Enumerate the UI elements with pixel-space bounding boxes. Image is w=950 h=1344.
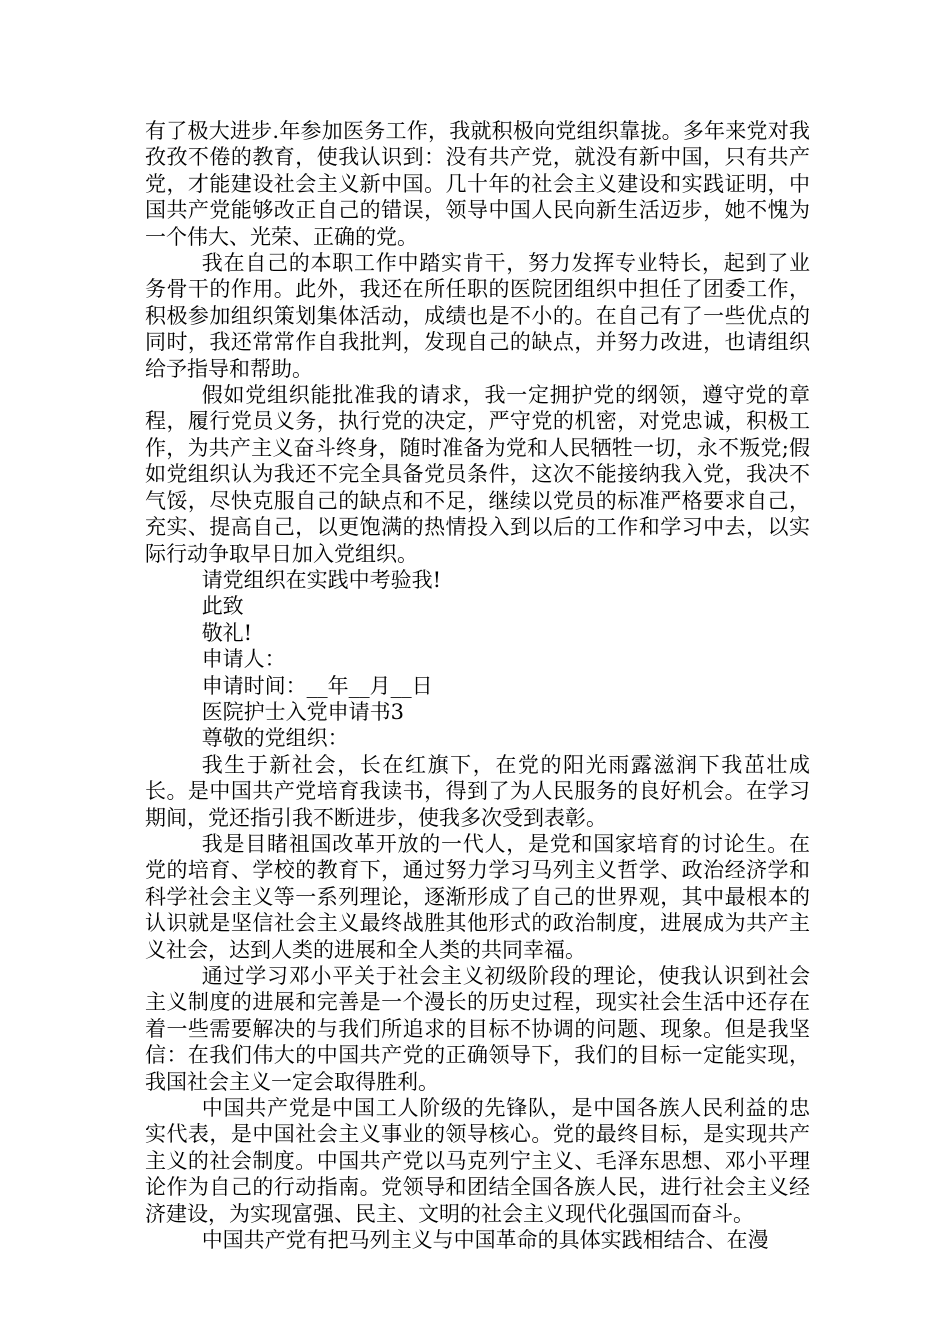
greeting-line: 尊敬的党组织：: [201, 726, 349, 751]
salutation-jingli: 敬礼!: [201, 620, 253, 645]
paragraph-6: 通过学习邓小平关于社会主义初级阶段的理论，使我认识到社会主义制度的进展和完善是一个漫长的历史过程，现实社会生活中还存在着一些需要解决的与我们所追求的目标不协调的问题、现象。但是我坚信：在我们伟大的中国共产党的正确领导下，我们的目标一定能实现，我国社会主义一定会取得胜利。: [145, 964, 810, 1094]
paragraph-5: 我是目睹祖国改革开放的一代人，是党和国家培育的讨论生。在党的培育、学校的教育下，通过努力学习马列主义哲学、政治经济学和科学社会主义等一系列理论，逐渐形成了自己的世界观，其中最根本的认识就是坚信社会主义最终战胜其他形式的政治制度，进展成为共产主义社会，达到人类的进展和全人类的共同幸福。: [145, 831, 810, 962]
paragraph-3: 假如党组织能批准我的请求，我一定拥护党的纲领，遵守党的章程，履行党员义务，执行党的决定，严守党的机密，对党忠诚，积极工作，为共产主义奋斗终身，随时准备为党和人民牺牲一切，永不叛党;假如党组织认为我还不完全具备党员条件，这次不能接纳我入党，我决不气馁，尽快克服自己的缺点和不足，继续以党员的标准严格要求自己，充实、提高自己，以更饱满的热情投入到以后的工作和学习中去，以实际行动争取早日加入党组织。: [145, 383, 810, 566]
document-page: [145, 118, 810, 1253]
section-title: 医院护士入党申请书3: [201, 699, 405, 724]
paragraph-4: 我生于新社会，长在红旗下，在党的阳光雨露滋润下我茁壮成长。是中国共产党培育我读书，得到了为人民服务的良好机会。在学习期间，党还指引我不断进步，使我多次受到表彰。: [145, 752, 810, 830]
salutation-cizhi: 此致: [201, 594, 244, 619]
paragraph-8: 中国共产党有把马列主义与中国革命的具体实践相结合、在漫: [201, 1228, 769, 1253]
closing-request-line: 请党组织在实践中考验我!: [201, 567, 442, 592]
application-date-line: 申请时间：__年__月__日: [201, 673, 433, 698]
paragraph-1: 有了极大进步.年参加医务工作，我就积极向党组织靠拢。多年来党对我孜孜不倦的教育，使我认识到：没有共产党，就没有新中国，只有共产党，才能建设社会主义新中国。几十年的社会主义建设和实践证明，中国共产党能够改正自己的错误，领导中国人民向新生活迈步，她不愧为一个伟大、光荣、正确的党。: [145, 119, 810, 249]
paragraph-2: 我在自己的本职工作中踏实肯干，努力发挥专业特长，起到了业务骨干的作用。此外，我还在所任职的医院团组织中担任了团委工作，积极参加组织策划集体活动，成绩也是不小的。在自己有了一些优点的同时，我还常常作自我批判，发现自己的缺点，并努力改进，也请组织给予指导和帮助。: [145, 251, 810, 381]
applicant-line: 申请人：: [201, 647, 286, 672]
paragraph-7: 中国共产党是中国工人阶级的先锋队，是中国各族人民利益的忠实代表，是中国社会主义事业的领导核心。党的最终目标，是实现共产主义的社会制度。中国共产党以马克列宁主义、毛泽东思想、邓小平理论作为自己的行动指南。党领导和团结全国各族人民，进行社会主义经济建设，为实现富强、民主、文明的社会主义现代化强国而奋斗。: [145, 1096, 810, 1226]
